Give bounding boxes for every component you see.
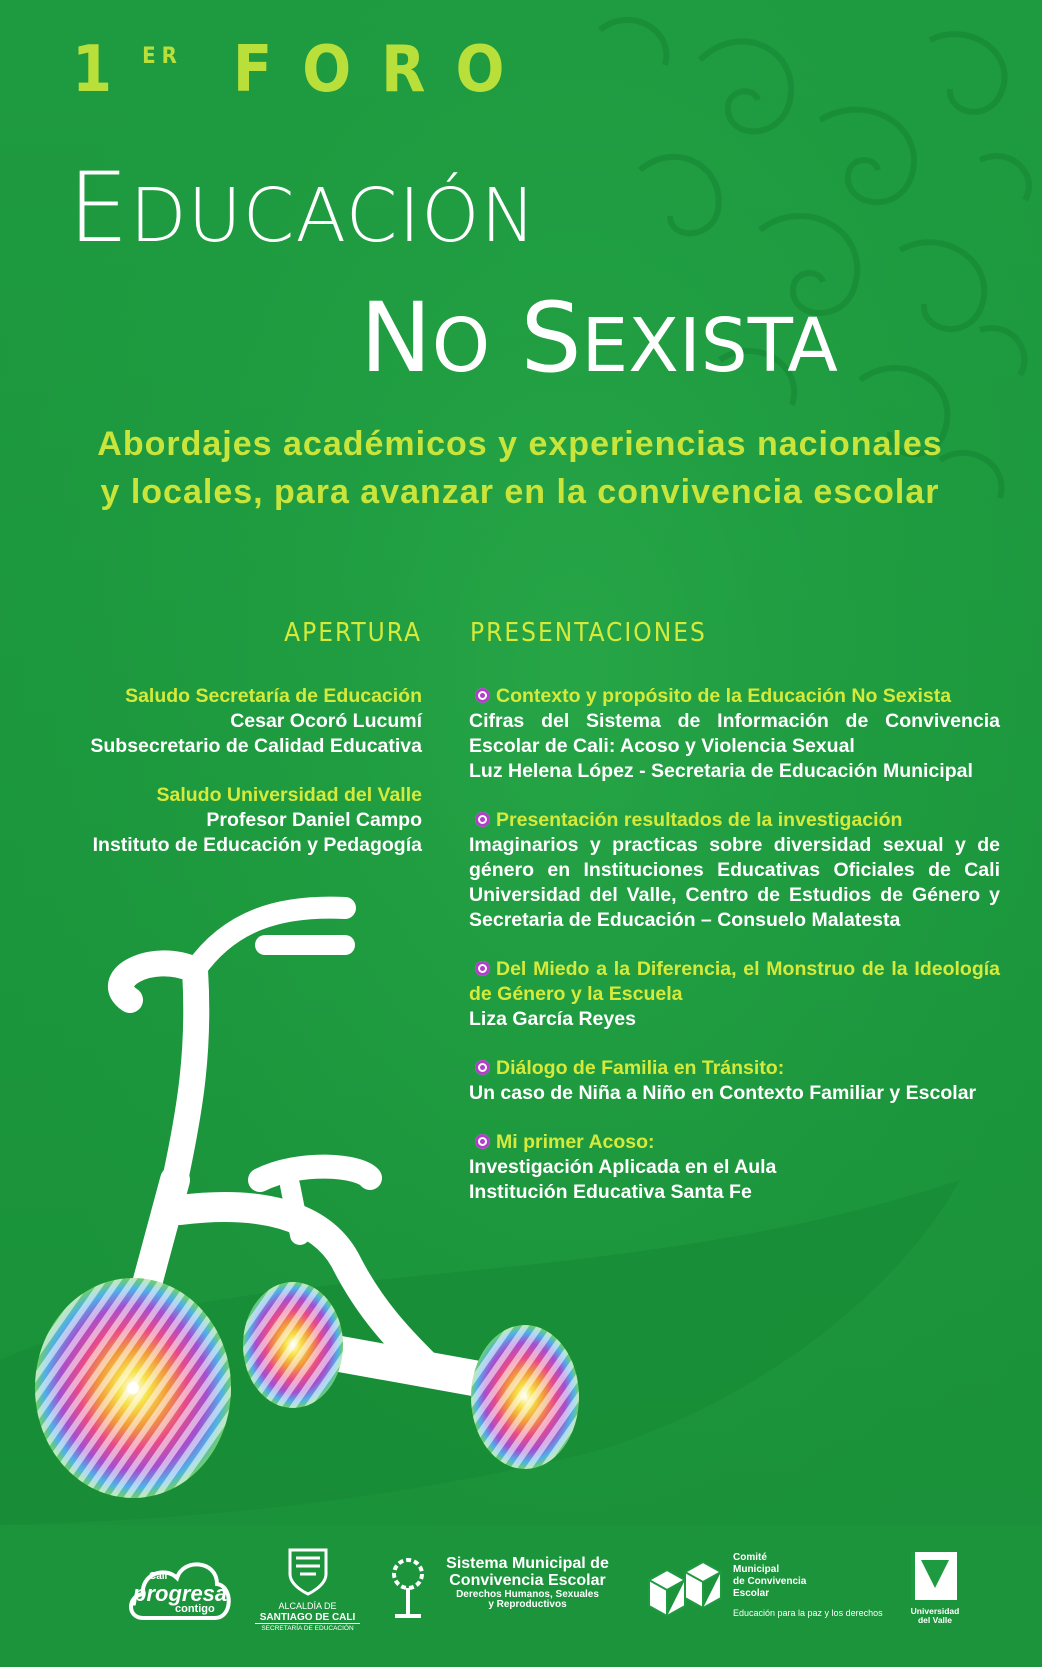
logo-sistema-municipal	[385, 1554, 625, 1630]
comite-tagline: Educación para la paz y los derechos	[733, 1608, 883, 1618]
presentaciones-heading: PRESENTACIONES	[470, 618, 707, 648]
title-cap-e: E	[68, 152, 130, 264]
title-rest-educacion: DUCACIÓN	[129, 173, 537, 259]
presentation-item	[469, 957, 1000, 1032]
coat-of-arms-icon	[286, 1546, 330, 1596]
logo-alcaldia	[255, 1546, 360, 1634]
bullet-icon	[475, 688, 490, 703]
apertura-block2-name: Profesor Daniel Campo	[206, 809, 422, 831]
comite-line1: Comité	[733, 1552, 767, 1563]
foro-word: FORO	[232, 33, 535, 107]
wheel-rear-left	[243, 1282, 343, 1408]
apertura-block2-role: Instituto de Educación y Pedagogía	[92, 834, 422, 856]
cube-logo-icon	[645, 1552, 725, 1624]
wheel-rear-right	[471, 1325, 579, 1469]
title-cap-n: N	[360, 282, 432, 394]
logo-cali-progresa	[125, 1548, 235, 1630]
apertura-heading: APERTURA	[284, 618, 422, 648]
univalle-shield-icon	[911, 1550, 959, 1602]
apertura-block1-title: Saludo Secretaría de Educación	[125, 685, 422, 707]
presentation-body: Un caso de Niña a Niño en Contexto Familiar y Escolar	[469, 1082, 977, 1104]
logo-comite	[645, 1552, 885, 1632]
univalle-line1: Universidad	[910, 1606, 960, 1616]
presentation-extra: Luz Helena López - Secretaria de Educación Municipal	[469, 760, 973, 782]
forum-ordinal-title	[72, 33, 535, 107]
comite-line2: Municipal	[733, 1564, 780, 1575]
comite-line4: Escolar	[733, 1588, 770, 1599]
bullet-icon	[475, 1134, 490, 1149]
presentaciones-column	[469, 684, 1000, 1229]
presentation-body: Cifras del Sistema de Información de Convivencia Escolar de Cali: Acoso y Violencia Sexual	[469, 710, 1000, 757]
cali-main: progresa	[133, 1581, 228, 1606]
presentation-title: Mi primer Acoso:	[496, 1131, 655, 1153]
sistema-line1: Sistema Municipal de	[446, 1555, 609, 1572]
cali-sub: contigo	[175, 1603, 215, 1615]
ordinal: 1	[72, 33, 143, 107]
main-title-line2	[360, 282, 838, 394]
presentation-body: Imaginarios y practicas sobre diversidad sexual y de género en Instituciones Educativas Oficiales de Cali Universidad del Valle, Centro de Estudios de Género y Secretaria de Educación – Consuelo Malatesta	[469, 834, 1000, 931]
title-cap-s: S	[520, 282, 582, 394]
cali-small: Cali	[149, 1571, 168, 1582]
univalle-line2: del Valle	[917, 1614, 953, 1625]
alcaldia-line2: SANTIAGO DE CALI	[255, 1612, 360, 1624]
presentation-title: Contexto y propósito de la Educación No Sexista	[496, 685, 952, 707]
presentation-body: Investigación Aplicada en el Aula	[469, 1156, 777, 1178]
subtitle-line1: Abordajes académicos y experiencias nacionales	[97, 425, 943, 463]
bullet-icon	[475, 961, 490, 976]
presentation-extra: Institución Educativa Santa Fe	[469, 1181, 752, 1203]
wheel-front	[35, 1278, 231, 1498]
bullet-icon	[475, 1060, 490, 1075]
title-rest-exista: EXISTA	[581, 303, 838, 389]
apertura-block1-name: Cesar Ocoró Lucumí	[230, 710, 422, 732]
sistema-line3: Derechos Humanos, Sexuales	[456, 1588, 599, 1600]
comite-line3: de Convivencia	[733, 1576, 807, 1587]
subtitle-line2: y locales, para avanzar en la convivencia escolar	[100, 473, 940, 511]
bullet-icon	[475, 812, 490, 827]
presentation-body: Liza García Reyes	[469, 1008, 636, 1030]
sponsor-logos	[0, 1540, 1042, 1660]
subtitle	[30, 420, 1010, 516]
tree-icon	[385, 1554, 431, 1624]
presentation-title: Del Miedo a la Diferencia, el Monstruo de la Ideología de Género y la Escuela	[469, 958, 1000, 1005]
ordinal-suffix: ER	[142, 44, 183, 69]
presentation-item	[469, 1130, 1000, 1205]
logo-univalle	[905, 1550, 965, 1625]
main-title-line1	[68, 152, 537, 264]
presentation-item	[469, 808, 1000, 933]
apertura-block1-role: Subsecretario de Calidad Educativa	[90, 735, 422, 757]
presentation-item	[469, 684, 1000, 784]
alcaldia-line1: ALCALDÍA DE	[278, 1601, 337, 1611]
apertura-column	[22, 684, 422, 858]
sistema-line2: Convivencia Escolar	[449, 1571, 606, 1589]
presentation-item	[469, 1056, 1000, 1106]
apertura-block2-title: Saludo Universidad del Valle	[156, 784, 422, 806]
alcaldia-line3: SECRETARÍA DE EDUCACIÓN	[261, 1625, 354, 1632]
presentation-title: Diálogo de Familia en Tránsito:	[496, 1057, 785, 1079]
title-rest-o: O	[431, 303, 491, 389]
presentation-title: Presentación resultados de la investigación	[496, 809, 903, 831]
sistema-line4: y Reproductivos	[488, 1599, 567, 1611]
